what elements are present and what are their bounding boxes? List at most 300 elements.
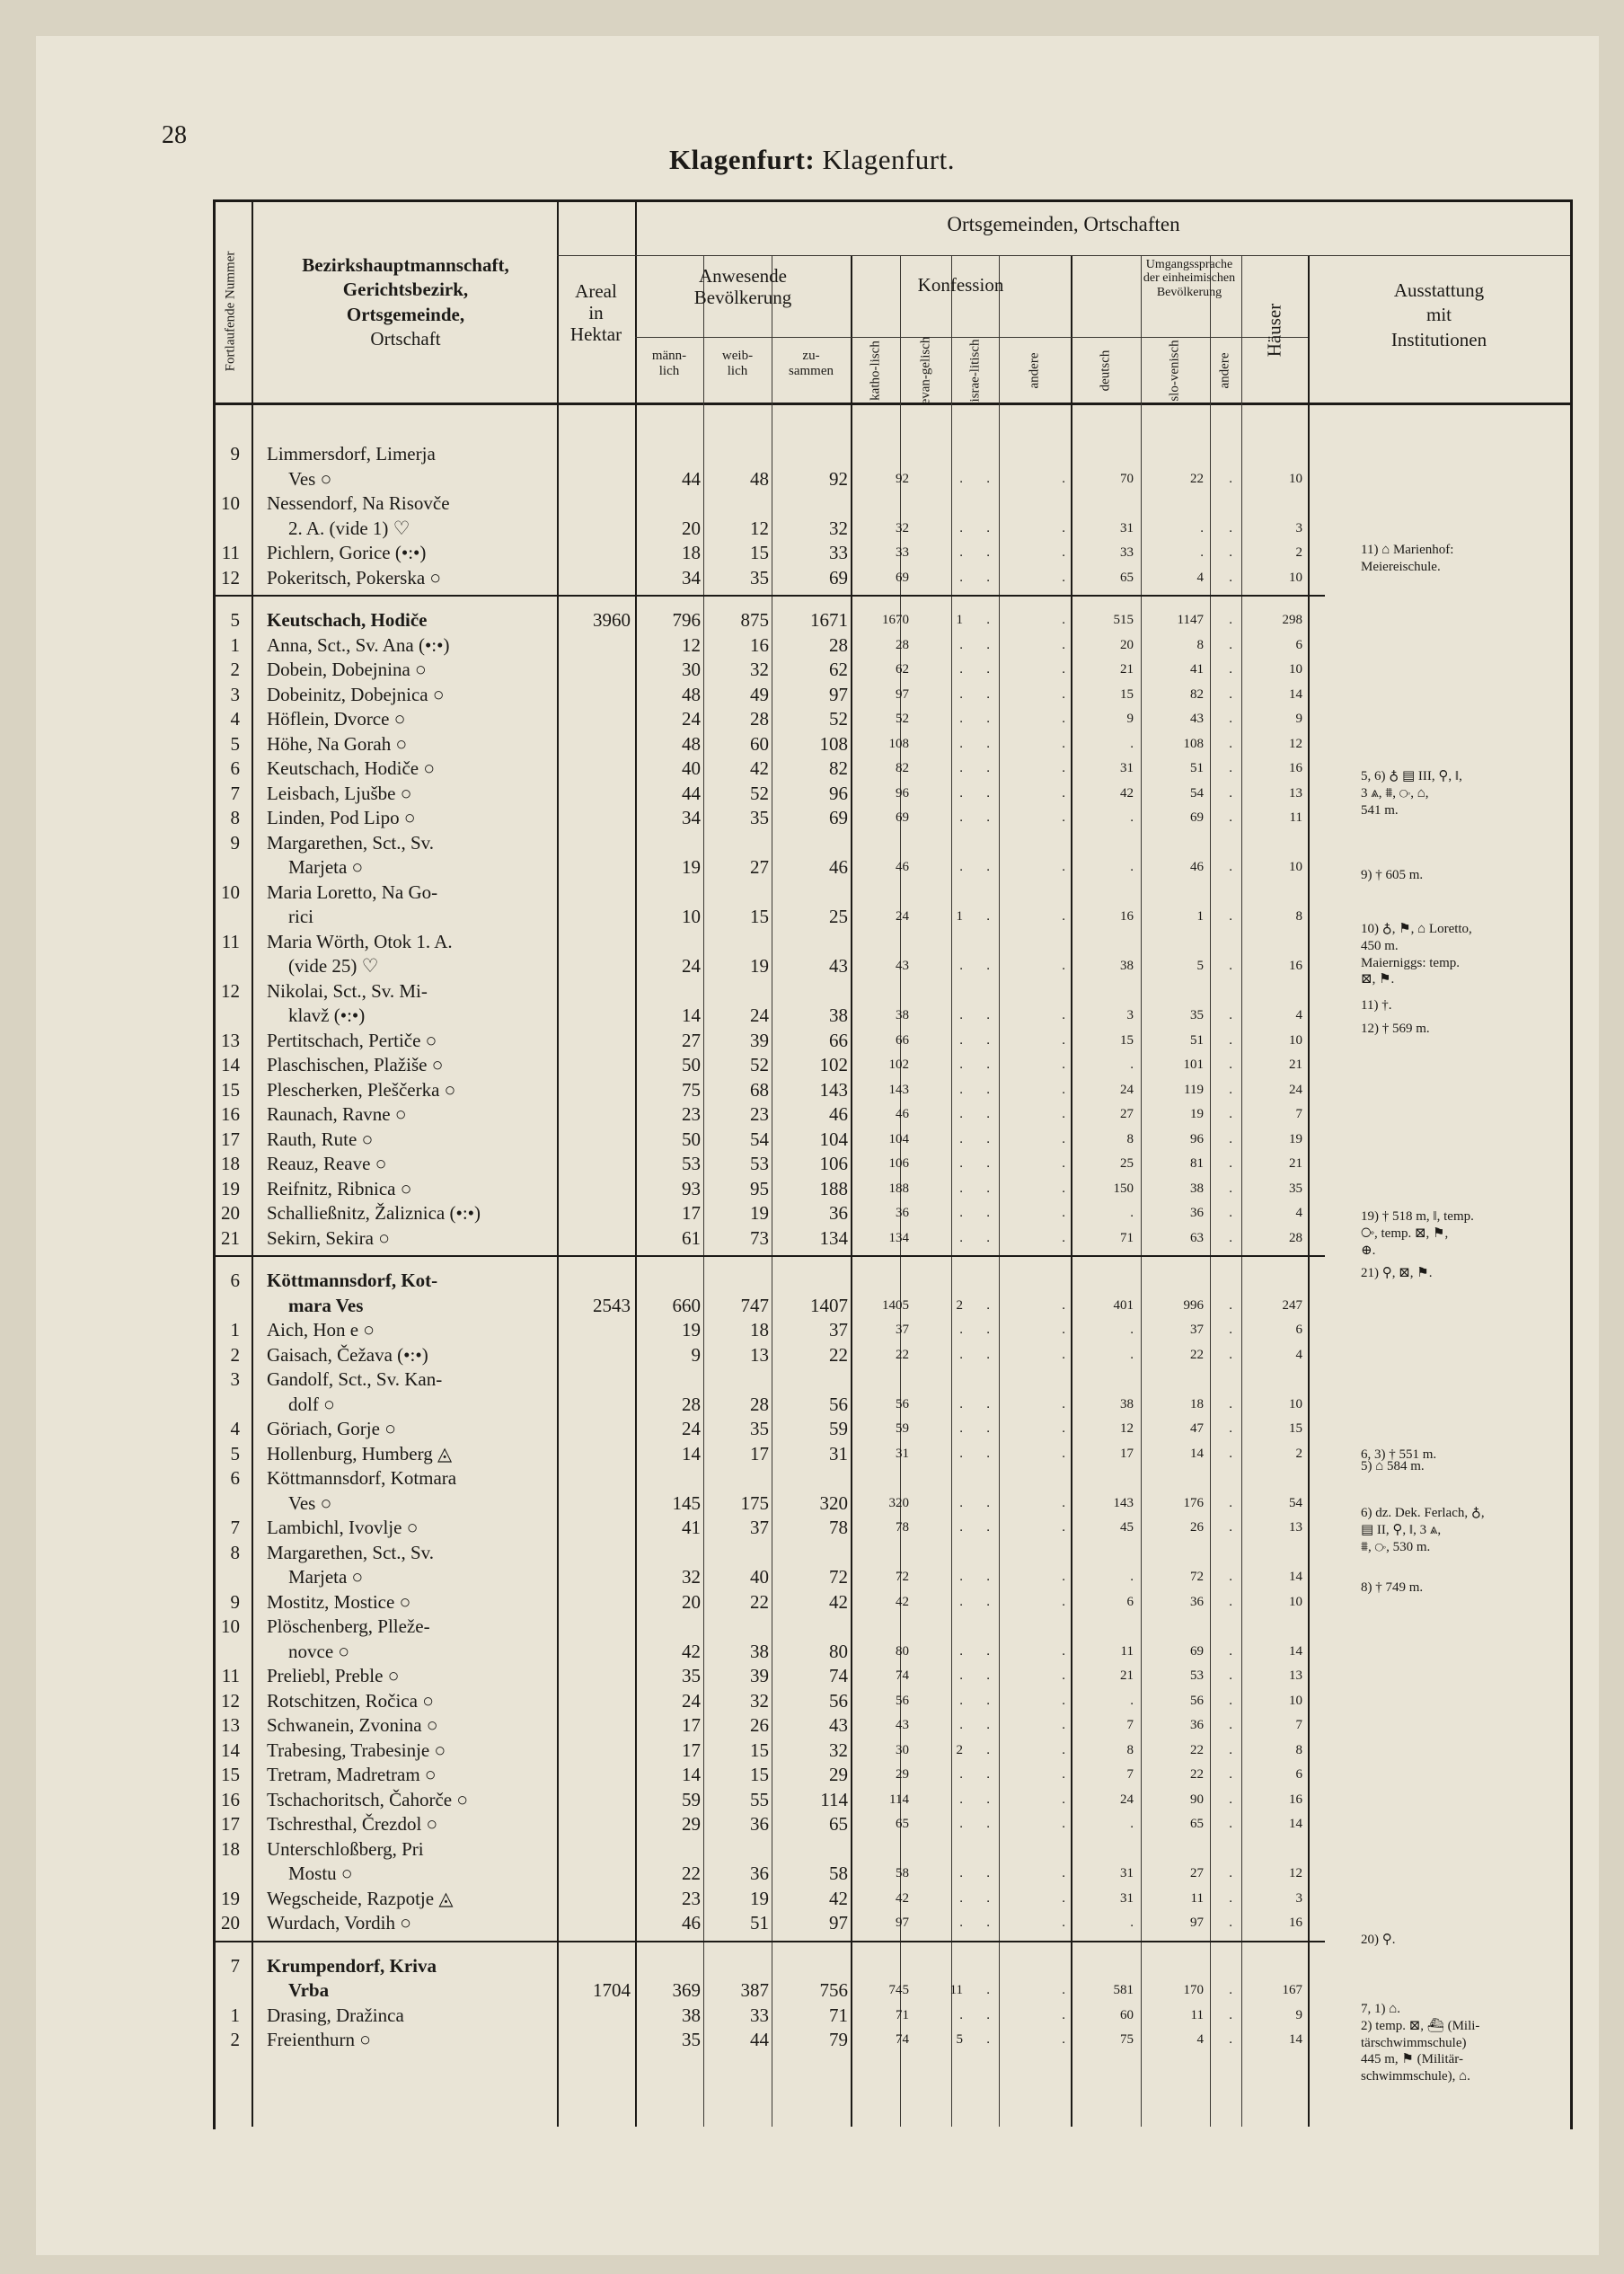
value-h: 13	[1289, 785, 1302, 801]
place-name: Rauth, Rute ○	[267, 1128, 374, 1150]
value-kath: 1405	[882, 1297, 909, 1313]
value-and: .	[1062, 2032, 1065, 2047]
value-w: 19	[750, 1202, 769, 1224]
institution-note	[1361, 768, 1462, 818]
value-w: 23	[750, 1103, 769, 1125]
value-de: 581	[1113, 1983, 1134, 1997]
place-name: Mostu ○	[288, 1863, 353, 1884]
value-isr: .	[986, 761, 990, 775]
h-m1: männ-	[651, 349, 687, 363]
row-number: 5	[230, 732, 240, 755]
value-w: 15	[750, 1739, 769, 1761]
place-name: Sekirn, Sekira ○	[267, 1226, 390, 1249]
value-isr: .	[986, 1107, 990, 1121]
value-m: 20	[682, 517, 701, 539]
value-m: 61	[682, 1226, 701, 1249]
col-line	[703, 256, 704, 2127]
value-kath: 745	[888, 1983, 909, 1997]
value-h: 10	[1289, 1032, 1302, 1048]
value-slo: 51	[1190, 1032, 1204, 1048]
place-name: Tschachoritsch, Čahorče ○	[267, 1788, 469, 1810]
value-de: 45	[1120, 1520, 1134, 1535]
institution-note	[1361, 1021, 1430, 1038]
value-z: 108	[819, 732, 848, 755]
row-number: 17	[221, 1128, 240, 1150]
place-name: Mostitz, Mostice ○	[267, 1590, 411, 1613]
value-isr: .	[986, 1323, 990, 1337]
value-w: 35	[750, 1418, 769, 1439]
value-slo: 5	[1196, 959, 1204, 973]
value-kath: 58	[896, 1866, 909, 1880]
value-isr: .	[986, 520, 990, 535]
value-h: 2	[1295, 545, 1302, 560]
value-and: .	[1062, 810, 1065, 825]
value-isr: .	[986, 662, 990, 677]
value-kath: 24	[896, 909, 909, 924]
value-w: 875	[740, 609, 769, 631]
value-h: 6	[1295, 637, 1302, 652]
value-and2: .	[1229, 810, 1232, 825]
row-number: 14	[221, 1739, 240, 1761]
value-and2: .	[1229, 1347, 1232, 1362]
value-slo: 4	[1196, 570, 1204, 585]
value-isr: .	[986, 1890, 990, 1906]
value-w: 40	[750, 1566, 769, 1588]
value-kath: 46	[896, 1107, 909, 1121]
value-ev: .	[959, 1767, 963, 1782]
value-ev: 2	[956, 1297, 963, 1313]
value-isr: .	[986, 1230, 990, 1245]
value-w: 49	[750, 683, 769, 705]
value-z: 56	[829, 1689, 848, 1712]
value-and2: .	[1229, 1297, 1232, 1313]
note-line: 9) † 605 m.	[1361, 868, 1424, 882]
value-and: .	[1062, 1767, 1065, 1782]
value-and: .	[1062, 1107, 1065, 1121]
h-a3: Institutionen	[1390, 328, 1487, 350]
header-anwesende-1: Anwesende	[699, 265, 787, 287]
value-z: 43	[829, 1714, 848, 1736]
value-de: .	[1130, 1057, 1134, 1072]
value-w: 22	[750, 1590, 769, 1613]
value-isr: .	[986, 1181, 990, 1196]
value-m: 50	[682, 1054, 701, 1075]
value-h: 54	[1289, 1495, 1302, 1510]
header-konfession: Konfession	[917, 274, 1004, 296]
value-and: .	[1062, 1643, 1065, 1659]
value-and2: .	[1229, 1668, 1232, 1683]
value-isr: .	[986, 1693, 990, 1708]
value-and2: .	[1229, 1866, 1232, 1880]
value-and: .	[1062, 736, 1065, 751]
value-ev: .	[959, 1032, 963, 1048]
value-h: 14	[1289, 1817, 1302, 1831]
value-h: 21	[1289, 1057, 1302, 1072]
value-de: .	[1130, 1817, 1134, 1831]
value-and2: .	[1229, 613, 1232, 627]
note-line: ▤ II, ⚲, ‖, 3 ⩓,	[1361, 1522, 1442, 1537]
value-m: 40	[682, 757, 701, 779]
value-kath: 78	[896, 1520, 909, 1535]
value-kath: 106	[888, 1156, 909, 1171]
value-and: .	[1062, 761, 1065, 775]
value-ev: .	[959, 471, 963, 486]
value-slo: 36	[1190, 1594, 1204, 1609]
value-de: .	[1130, 1693, 1134, 1708]
value-z: 188	[819, 1177, 848, 1199]
h-u2: der einheimischen	[1143, 271, 1236, 286]
header-anwesende-2: Bevölkerung	[693, 287, 792, 309]
value-z: 78	[829, 1517, 848, 1538]
place-name: klavž (•:•)	[288, 1004, 366, 1026]
value-and2: .	[1229, 1495, 1232, 1510]
value-ev: .	[959, 1520, 963, 1535]
value-and: .	[1062, 712, 1065, 726]
value-and2: .	[1229, 1718, 1232, 1732]
value-and2: .	[1229, 1983, 1232, 1997]
value-m: 44	[682, 467, 701, 490]
value-kath: 71	[896, 2007, 909, 2022]
h-m2: lich	[658, 364, 680, 379]
value-z: 52	[829, 708, 848, 730]
value-and2: .	[1229, 1181, 1232, 1196]
value-ev: .	[959, 545, 963, 560]
value-m: 9	[691, 1343, 701, 1366]
value-slo: 22	[1190, 471, 1204, 486]
value-ev: .	[959, 736, 963, 751]
place-name: Anna, Sct., Sv. Ana (•:•)	[267, 633, 450, 656]
value-z: 104	[819, 1128, 848, 1150]
value-isr: .	[986, 1916, 990, 1930]
value-z: 36	[829, 1202, 848, 1224]
value-ev: .	[959, 520, 963, 535]
value-and2: .	[1229, 1131, 1232, 1146]
row-number: 11	[221, 542, 240, 563]
place-name: 2. A. (vide 1) ♡	[288, 517, 410, 539]
value-kath: 22	[896, 1347, 909, 1362]
row-number: 6	[230, 757, 240, 779]
title-bold: Klagenfurt:	[669, 144, 816, 175]
place-name: Margarethen, Sct., Sv.	[267, 1541, 435, 1563]
institution-note	[1361, 1458, 1425, 1475]
header-ausstattung	[1308, 279, 1570, 352]
row-number: 16	[221, 1103, 240, 1125]
value-z: 25	[829, 906, 848, 927]
value-isr: .	[986, 1297, 990, 1313]
value-kath: 62	[896, 662, 909, 677]
header-andere: andere	[1027, 352, 1042, 389]
value-m: 41	[682, 1517, 701, 1538]
header-weiblich	[703, 349, 772, 380]
row-number: 7	[230, 1954, 240, 1977]
value-and2: .	[1229, 860, 1232, 874]
value-slo: 101	[1183, 1057, 1204, 1072]
value-z: 69	[829, 566, 848, 588]
value-slo: 26	[1190, 1520, 1204, 1535]
row-number: 14	[221, 1054, 240, 1075]
value-and2: .	[1229, 545, 1232, 560]
value-z: 66	[829, 1029, 848, 1051]
value-de: .	[1130, 810, 1134, 825]
row-number: 1	[230, 2004, 240, 2026]
value-w: 18	[750, 1319, 769, 1341]
value-ev: .	[959, 1446, 963, 1461]
value-h: 6	[1295, 1767, 1302, 1782]
value-h: 15	[1289, 1421, 1302, 1436]
value-and2: .	[1229, 1594, 1232, 1609]
value-m: 14	[682, 1004, 701, 1026]
value-isr: .	[986, 1082, 990, 1097]
value-h: 167	[1282, 1983, 1302, 1997]
value-w: 747	[740, 1294, 769, 1316]
place-name: Raunach, Ravne ○	[267, 1103, 407, 1125]
value-and2: .	[1229, 1230, 1232, 1245]
value-ev: 11	[949, 1983, 963, 1997]
value-isr: .	[986, 570, 990, 585]
value-w: 51	[750, 1912, 769, 1933]
value-z: 38	[829, 1004, 848, 1026]
place-name: Tschresthal, Črezdol ○	[267, 1813, 438, 1835]
header-rule	[213, 403, 1570, 405]
value-ev: .	[959, 637, 963, 652]
place-name: Ves ○	[288, 467, 332, 490]
header-subrule	[635, 337, 851, 338]
value-h: 4	[1295, 1206, 1302, 1220]
value-areal: 3960	[593, 609, 631, 631]
note-line: 7, 1) ⌂.	[1361, 2002, 1400, 2016]
value-and: .	[1062, 1181, 1065, 1196]
value-de: 15	[1120, 686, 1134, 702]
value-kath: 33	[896, 545, 909, 560]
value-and2: .	[1229, 471, 1232, 486]
value-h: 13	[1289, 1668, 1302, 1683]
value-h: 16	[1289, 1916, 1302, 1930]
place-name: Keutschach, Hodiče	[267, 609, 428, 631]
value-slo: 82	[1190, 686, 1204, 702]
place-name: Göriach, Gorje ○	[267, 1418, 396, 1439]
value-de: 75	[1120, 2032, 1134, 2047]
value-and2: .	[1229, 1396, 1232, 1411]
value-kath: 102	[888, 1057, 909, 1072]
value-h: 9	[1295, 712, 1302, 726]
value-de: 24	[1120, 1792, 1134, 1807]
value-z: 43	[829, 955, 848, 977]
value-isr: .	[986, 909, 990, 924]
value-kath: 104	[888, 1131, 909, 1146]
row-number: 9	[230, 831, 240, 854]
header-maennlich	[635, 349, 703, 380]
institution-note	[1361, 867, 1423, 884]
row-number: 9	[230, 1590, 240, 1613]
row-number: 6	[230, 1270, 240, 1291]
value-ev: 1	[956, 909, 963, 924]
value-slo: 14	[1190, 1446, 1204, 1461]
value-and: .	[1062, 471, 1065, 486]
value-ev: .	[959, 1131, 963, 1146]
row-number: 2	[230, 1343, 240, 1366]
value-de: 24	[1120, 1082, 1134, 1097]
value-isr: .	[986, 637, 990, 652]
value-and2: .	[1229, 1107, 1232, 1121]
value-z: 46	[829, 856, 848, 878]
value-h: 298	[1282, 613, 1302, 627]
h-u1: Umgangssprache	[1145, 258, 1233, 271]
header-zusammen	[772, 349, 851, 380]
value-h: 14	[1289, 686, 1302, 702]
value-kath: 72	[896, 1570, 909, 1584]
value-ev: .	[959, 1643, 963, 1659]
col-line	[1308, 256, 1310, 2127]
value-m: 34	[682, 566, 701, 588]
header-deutsch: deutsch	[1098, 350, 1113, 392]
place-name: Schwanein, Zvonina ○	[267, 1714, 438, 1736]
value-m: 35	[682, 1665, 701, 1686]
value-kath: 37	[896, 1323, 909, 1337]
value-slo: 27	[1190, 1866, 1204, 1880]
value-kath: 65	[896, 1817, 909, 1831]
value-w: 27	[750, 856, 769, 878]
value-and2: .	[1229, 1890, 1232, 1906]
page-number: 28	[162, 121, 187, 149]
value-slo: 51	[1190, 761, 1204, 775]
value-z: 29	[829, 1764, 848, 1785]
group-separator	[216, 595, 1325, 597]
header-areal-1: Areal	[575, 280, 617, 302]
row-number: 12	[221, 979, 240, 1002]
value-areal: 2543	[593, 1294, 631, 1316]
value-ev: .	[959, 1817, 963, 1831]
header-ortsgemeinden: Ortsgemeinden, Ortschaften	[947, 213, 1180, 235]
value-m: 24	[682, 1689, 701, 1712]
value-slo: 38	[1190, 1181, 1204, 1196]
note-line: ⊠, ⚑.	[1361, 972, 1395, 987]
value-h: 16	[1289, 761, 1302, 775]
place-name: Marjeta ○	[288, 1566, 364, 1588]
institution-note	[1361, 921, 1472, 988]
value-isr: .	[986, 1347, 990, 1362]
value-and2: .	[1229, 761, 1232, 775]
value-de: 7	[1126, 1767, 1134, 1782]
value-w: 60	[750, 732, 769, 755]
value-kath: 59	[896, 1421, 909, 1436]
place-name: Limmersdorf, Limerja	[267, 443, 436, 465]
place-name: Plescherken, Pleščerka ○	[267, 1078, 456, 1101]
value-isr: .	[986, 1520, 990, 1535]
value-w: 15	[750, 1764, 769, 1785]
value-z: 62	[829, 659, 848, 680]
note-line: 445 m, ⚑ (Militär-	[1361, 2052, 1463, 2067]
value-m: 796	[672, 609, 701, 631]
value-m: 10	[682, 906, 701, 927]
h-w1: weib-	[721, 349, 754, 363]
value-and2: .	[1229, 785, 1232, 801]
value-w: 26	[750, 1714, 769, 1736]
value-isr: .	[986, 1131, 990, 1146]
value-kath: 56	[896, 1693, 909, 1708]
row-number: 15	[221, 1764, 240, 1785]
value-w: 54	[750, 1128, 769, 1150]
value-de: 6	[1126, 1594, 1134, 1609]
value-de: .	[1130, 1347, 1134, 1362]
value-and2: .	[1229, 1082, 1232, 1097]
value-slo: 4	[1196, 2032, 1204, 2047]
value-and2: .	[1229, 637, 1232, 652]
value-ev: 5	[956, 2032, 963, 2047]
value-h: 4	[1295, 1347, 1302, 1362]
header-evangelisch: evan-gelisch	[918, 336, 933, 405]
value-m: 34	[682, 807, 701, 828]
value-slo: 96	[1190, 1131, 1204, 1146]
value-and: .	[1062, 2007, 1065, 2022]
place-name: Wurdach, Vordih ○	[267, 1912, 411, 1933]
value-m: 14	[682, 1442, 701, 1464]
place-name: Höflein, Dvorce ○	[267, 708, 406, 730]
value-slo: 119	[1184, 1082, 1204, 1097]
value-h: 247	[1282, 1297, 1302, 1313]
value-de: 31	[1120, 520, 1134, 535]
value-h: 3	[1295, 520, 1302, 535]
row-number: 2	[230, 659, 240, 680]
place-name: Pokeritsch, Pokerska ○	[267, 566, 442, 588]
value-ev: .	[959, 810, 963, 825]
value-h: 14	[1289, 1643, 1302, 1659]
value-slo: 996	[1183, 1297, 1204, 1313]
value-de: 143	[1113, 1495, 1134, 1510]
value-m: 17	[682, 1202, 701, 1224]
col-line	[999, 256, 1000, 2127]
value-de: 33	[1120, 545, 1134, 560]
header-bezirk-1: Bezirkshauptmannschaft,	[302, 254, 509, 276]
value-w: 16	[750, 633, 769, 656]
row-number: 3	[230, 683, 240, 705]
place-name: Nikolai, Sct., Sv. Mi-	[267, 979, 428, 1002]
value-w: 24	[750, 1004, 769, 1026]
note-line: ⧂, temp. ⊠, ⚑,	[1361, 1225, 1449, 1241]
value-isr: .	[986, 712, 990, 726]
value-slo: 11	[1190, 1890, 1204, 1906]
value-and2: .	[1229, 1643, 1232, 1659]
value-slo: 8	[1196, 637, 1204, 652]
value-z: 1671	[810, 609, 848, 631]
value-and: .	[1062, 686, 1065, 702]
value-and: .	[1062, 959, 1065, 973]
value-slo: 36	[1190, 1718, 1204, 1732]
header-andere2: andere	[1217, 352, 1232, 389]
value-h: 3	[1295, 1890, 1302, 1906]
row-number: 17	[221, 1813, 240, 1835]
value-de: .	[1130, 736, 1134, 751]
value-kath: 31	[896, 1446, 909, 1461]
value-and: .	[1062, 1082, 1065, 1097]
value-and2: .	[1229, 1323, 1232, 1337]
value-slo: 35	[1190, 1008, 1204, 1022]
note-line: ⩩, ⧂, 530 m.	[1361, 1539, 1431, 1554]
institution-note	[1361, 1932, 1395, 1949]
row-number: 12	[221, 566, 240, 588]
value-ev: .	[959, 1206, 963, 1220]
value-w: 55	[750, 1788, 769, 1810]
value-w: 52	[750, 782, 769, 804]
row-number: 13	[221, 1714, 240, 1736]
value-z: 22	[829, 1343, 848, 1366]
note-line: 2) temp. ⊠, ⛴ (Mili-	[1361, 2018, 1480, 2033]
place-name: Rotschitzen, Ročica ○	[267, 1689, 434, 1712]
value-kath: 66	[896, 1032, 909, 1048]
value-z: 31	[829, 1442, 848, 1464]
value-and: .	[1062, 662, 1065, 677]
value-de: 65	[1120, 570, 1134, 585]
value-slo: 37	[1190, 1323, 1204, 1337]
